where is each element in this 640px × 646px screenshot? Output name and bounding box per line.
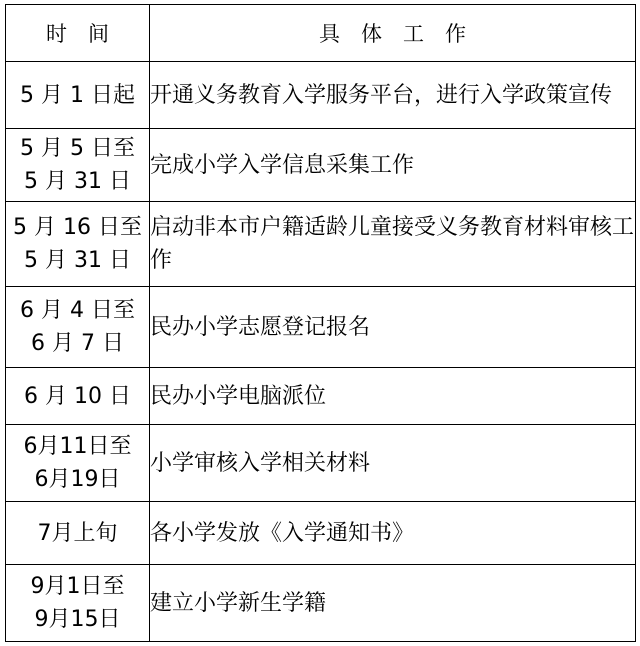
time-cell [6,62,150,129]
table-header-row [6,5,636,62]
time-cell [6,502,150,565]
table-row [6,62,636,129]
table-row [6,565,636,642]
table-row [6,368,636,425]
table-row [6,425,636,502]
work-cell: 各小学发放《入学通知书》 [150,502,636,565]
time-cell [6,287,150,368]
table-row [6,202,636,287]
time-text: 5 月 31 日 [24,248,131,273]
time-cell [6,202,150,287]
header-time: 时 间 [6,5,150,62]
header-work: 具 体 工 作 [150,5,636,62]
time-text: 6 月 10 日 [24,383,131,409]
time-cell [6,129,150,202]
time-text: 5 月 31 日 [24,169,131,194]
time-text: 6月19日 [34,467,121,492]
time-text: 9月1日至 [30,574,125,599]
work-cell: 完成小学入学信息采集工作 [150,129,636,202]
work-cell: 小学审核入学相关材料 [150,425,636,502]
work-cell: 民办小学志愿登记报名 [150,287,636,368]
time-cell [6,425,150,502]
time-text: 5 月 5 日至 [20,136,135,161]
enrollment-schedule-table [5,4,636,642]
work-cell: 民办小学电脑派位 [150,368,636,425]
table-row [6,502,636,565]
table-row [6,129,636,202]
work-cell: 启动非本市户籍适龄儿童接受义务教育材料审核工作 [150,202,636,287]
time-cell [6,565,150,642]
work-cell: 建立小学新生学籍 [150,565,636,642]
time-text: 9月15日 [34,607,121,632]
time-text: 6 月 4 日至 [20,298,135,323]
time-cell [6,368,150,425]
time-text: 6 月 7 日 [31,331,124,356]
work-cell: 开通义务教育入学服务平台，进行入学政策宣传 [150,62,636,129]
time-text: 6月11日至 [23,434,132,459]
time-text: 5 月 16 日至 [13,215,142,240]
time-text: 7月上旬 [37,520,118,546]
table-row [6,287,636,368]
time-text: 5 月 1 日起 [20,82,135,108]
